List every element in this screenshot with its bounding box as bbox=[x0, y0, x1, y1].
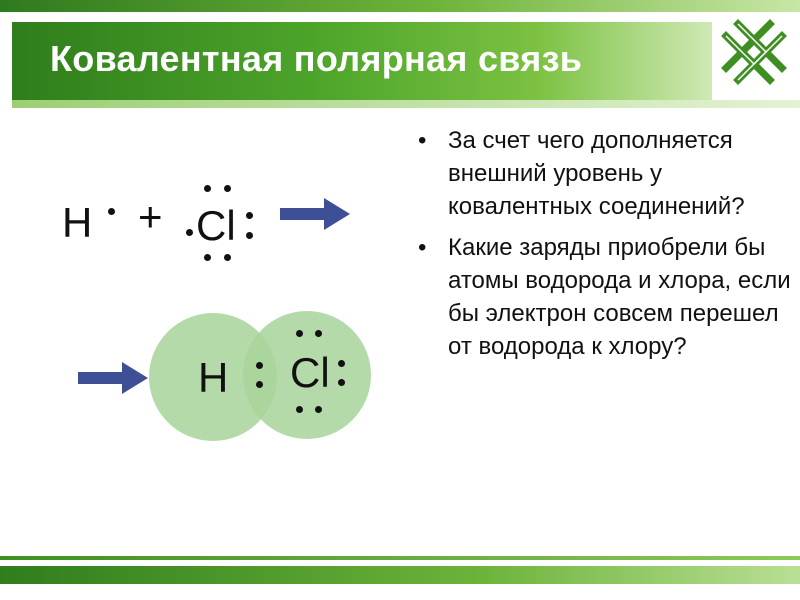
electron-dot bbox=[338, 360, 345, 367]
question-list bbox=[408, 124, 793, 371]
shared-electron-dot bbox=[256, 362, 263, 369]
knot-pattern-icon bbox=[714, 12, 794, 92]
electron-dot bbox=[224, 254, 231, 261]
right-arrow-icon bbox=[280, 198, 352, 230]
list-item bbox=[408, 124, 793, 223]
question-text: Какие заряды приобрели бы атомы водорода и хлора, если бы электрон совсем перешел от водорода к хлору? bbox=[448, 234, 791, 360]
list-item bbox=[408, 231, 793, 363]
electron-dot bbox=[224, 185, 231, 192]
chlorine-symbol: Cl bbox=[290, 349, 330, 396]
electron-dot bbox=[186, 229, 193, 236]
plus-sign: + bbox=[138, 193, 163, 240]
right-arrow-icon bbox=[78, 362, 150, 394]
electron-dot bbox=[315, 330, 322, 337]
shared-electron-dot bbox=[256, 381, 263, 388]
electron-dot bbox=[338, 379, 345, 386]
electron-dot bbox=[204, 254, 211, 261]
overlapping-orbitals bbox=[145, 295, 375, 455]
electron-dot bbox=[246, 212, 253, 219]
hydrogen-symbol: H bbox=[198, 354, 229, 401]
footer-line bbox=[0, 556, 800, 560]
footer-bar bbox=[0, 566, 800, 584]
electron-dot bbox=[204, 185, 211, 192]
electron-dot bbox=[315, 406, 322, 413]
slide-title: Ковалентная полярная связь bbox=[50, 38, 583, 79]
chlorine-symbol: Cl bbox=[196, 202, 236, 249]
bullet-marker: • bbox=[418, 234, 427, 261]
electron-dot bbox=[246, 232, 253, 239]
electron-dot bbox=[296, 330, 303, 337]
title-bar-underline bbox=[12, 100, 800, 108]
electron-dot bbox=[108, 208, 115, 215]
top-stripe bbox=[0, 0, 800, 12]
bullet-marker: • bbox=[418, 127, 427, 154]
electron-dot bbox=[296, 406, 303, 413]
question-text: За счет чего дополняется внешний уровень у ковалентных соединений? bbox=[448, 127, 745, 220]
hydrogen-symbol: H bbox=[62, 199, 93, 246]
